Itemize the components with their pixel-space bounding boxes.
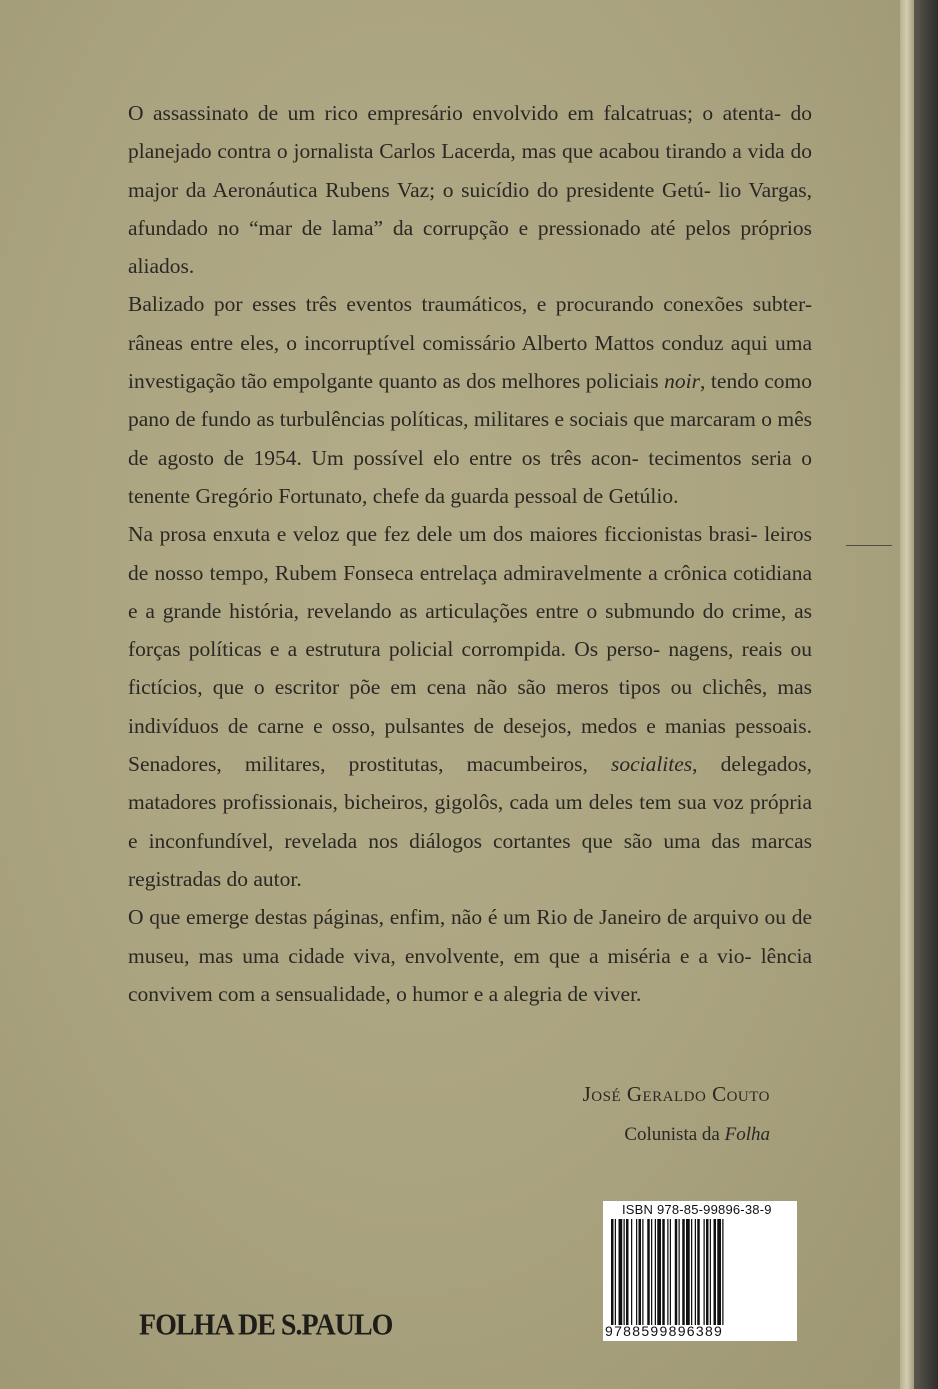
background-edge [914, 0, 938, 1389]
barcode-bar [697, 1219, 700, 1325]
paragraph-2 [128, 285, 812, 515]
barcode-bar [682, 1219, 685, 1325]
publisher-logo: FOLHA DE S.PAULO [139, 1308, 393, 1343]
barcode-bar [691, 1219, 692, 1325]
barcode-bar [706, 1219, 709, 1325]
line: O que emerge destas páginas, enfim, não é um Rio de Janeiro de arquivo [128, 905, 759, 930]
line: Na prosa enxuta e veloz que fez dele um dos maiores ficcionistas brasi- [128, 522, 758, 547]
barcode-bar [704, 1219, 705, 1325]
barcode-bar [647, 1219, 650, 1325]
cover-edge [900, 0, 914, 1389]
line: uma das marcas registradas do autor. [128, 828, 812, 891]
line: Getúlio. [608, 483, 679, 508]
barcode-bar [686, 1219, 690, 1325]
line: vida do major da Aeronáutica Rubens Vaz; o suicídio do presidente Getú- [128, 139, 812, 202]
barcode-bar [624, 1219, 625, 1325]
line: manias pessoais. Senadores, militares, prostitutas, macumbeiros, [128, 713, 813, 777]
line: do planejado contra o jornalista Carlos Lacerda, mas que acabou tirando a [128, 101, 813, 164]
isbn-label: ISBN 978-85-99896-38-9 [622, 1202, 772, 1217]
line: leiros de nosso tempo, Rubem Fonseca entrelaça admiravelmente a crônica [128, 522, 813, 585]
barcode-bar [615, 1219, 616, 1325]
paragraph-3 [128, 515, 812, 898]
barcode-bar [714, 1219, 717, 1325]
ean-digits: 9788599896389 [605, 1323, 724, 1339]
line: tecimentos seria o tenente Gregório Fortunato, chefe da guarda pessoal de [128, 445, 812, 508]
barcode-bar [611, 1219, 614, 1325]
barcode-bar [655, 1219, 656, 1325]
line: delegados, matadores profissionais, bicheiros, gigolôs, cada um deles tem [128, 752, 813, 815]
line: do crime, as forças políticas e a estrutura policial corrompida. Os perso- [128, 598, 812, 662]
barcode-bar [657, 1219, 661, 1325]
italic-noir: noir [664, 369, 701, 394]
line: râneas entre eles, o incorruptível comissário Alberto Mattos conduz aqui [128, 330, 768, 355]
barcode-bar [642, 1219, 643, 1325]
barcode-bar [722, 1219, 723, 1325]
scuff-mark [846, 545, 892, 546]
italic-socialites: socialites [610, 752, 693, 777]
line: cotidiana e a grande história, revelando as articulações entre o submundo [128, 560, 812, 623]
paragraph-4 [128, 898, 812, 1013]
line: nagens, reais ou fictícios, que o escritor põe em cena não são meros tipos [128, 637, 812, 700]
barcode-bar [679, 1219, 680, 1325]
line: ou clichês, mas indivíduos de carne e osso, pulsantes de desejos, medos e [128, 675, 813, 738]
barcode-bar [626, 1219, 629, 1325]
line: lência convivem com a sensualidade, o humor e a alegria de viver. [128, 943, 813, 1006]
line: Balizado por esses três eventos traumáticos, e procurando conexões subter- [128, 292, 812, 317]
barcode-bar [717, 1219, 721, 1325]
line: sua voz própria e inconfundível, revelada nos diálogos cortantes que são [128, 790, 812, 853]
line: uma investigação tão empolgante quanto as dos melhores policiais [128, 330, 812, 394]
synopsis-text [128, 94, 812, 1013]
line: lio Vargas, afundado no “mar de lama” da corrupção e pressionado até [128, 177, 812, 240]
barcode [603, 1201, 797, 1341]
barcode-bar [662, 1219, 665, 1325]
line: ou de museu, mas uma cidade viva, envolvente, em que a miséria e a vio- [128, 905, 813, 968]
barcode-bar [639, 1219, 642, 1325]
author-name: José Geraldo Couto [582, 1082, 770, 1106]
role-publication: Folha [724, 1124, 770, 1145]
barcode-bar [636, 1219, 637, 1325]
barcode-bar [675, 1219, 678, 1325]
barcode-bar [631, 1219, 632, 1325]
line: marcaram o mês de agosto de 1954. Um possível elo entre os três acon- [128, 407, 813, 470]
barcode-bar [710, 1219, 711, 1325]
barcode-bars [611, 1219, 791, 1325]
comma: , [692, 752, 698, 777]
barcode-bar [670, 1219, 671, 1325]
paragraph-1 [128, 94, 812, 285]
barcode-bar [651, 1219, 652, 1325]
line: O assassinato de um rico empresário envolvido em falcatruas; o atenta- [128, 101, 782, 125]
role-prefix: Colunista da [624, 1124, 725, 1145]
barcode-bar [695, 1219, 696, 1325]
barcode-bar [667, 1219, 668, 1325]
line: tendo como pano de fundo as turbulências políticas, militares e sociais que [128, 369, 812, 432]
line: pelos próprios aliados. [128, 215, 813, 279]
author-role [624, 1124, 770, 1146]
comma: , [700, 369, 706, 394]
barcode-bar [619, 1219, 623, 1325]
